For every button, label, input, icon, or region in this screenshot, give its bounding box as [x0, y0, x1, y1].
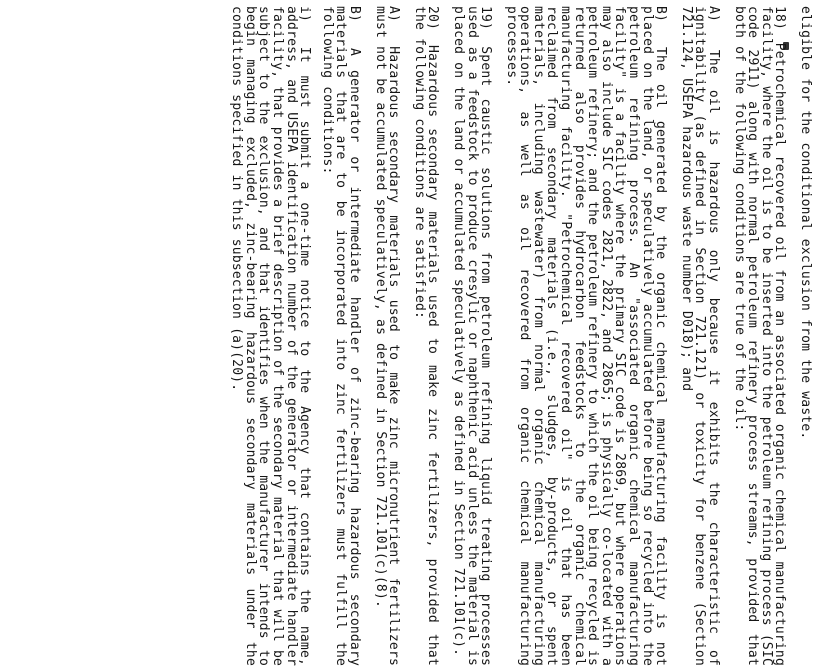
item-label: i) [297, 6, 313, 23]
item-label: 18) [772, 6, 788, 31]
item-text: The oil generated by the organic chemical manufacturing facility is not placed on the land, or speculatively accumulated before being so recycled into the petroleum refining process. An "associated organic chemical manufacturing facility" is a facility where the primary SIC code is 2869, but where operations may also include SIC codes 2821, 2822, and 2865; is physically co-located with a petroleum refinery; and the petroleum refinery to which the oil being recycled is returned also provides hydrocarbon feedstocks to the organic chemical manufacturing facility. "Petrochemical recovered oil" is oil that has been reclaimed from secondary materials (i.e., sludges, by-products, or spent materials, including wastewater) from normal organic chemical manufacturing operations, as well as oil recovered from organic chemical manufacturing processes. [503, 6, 669, 666]
item-18-b [504, 6, 667, 666]
item-text: Spent caustic solutions from petroleum refining liquid treating processes used as a feedstock to produce cresylic or naphthenic acid unless the material is placed on the land or accumulated speculatively as defined in Section 721.101(c). [450, 6, 494, 666]
item-label: A) [386, 6, 402, 23]
item-text: Hazardous secondary materials used to make zinc micronutrient fertilizers must not be accumulated speculatively, as defined in Section 721.101(c)(8). [372, 6, 402, 666]
item-text: The oil is hazardous only because it exhibits the characteristic of ignitability (as defined in Section 721.121) or toxicity for benzene (Section 721.124, USEPA hazardous waste number D018); and [678, 6, 722, 666]
item-text: Petrochemical recovered oil from an associated organic chemical manufacturing facility, where the oil is to be inserted into the petroleum refining process (SIC code 2911) along with normal petroleum refinery process streams, provided that both of the following conditions are true of the oil: [731, 6, 788, 666]
item-label: 20) [425, 6, 441, 31]
item-18-a [679, 6, 720, 666]
intro-paragraph: eligible for the conditional exclusion from the waste. [798, 6, 813, 440]
item-label: A) [706, 6, 722, 23]
item-18 [732, 6, 786, 666]
item-label: B) [346, 6, 362, 23]
rotated-document-text [230, 6, 812, 666]
item-20-b [320, 6, 361, 666]
item-text: A generator or intermediate handler of zinc-bearing hazardous secondary materials that are to be incorporated into zinc fertilizers must fulfill the following conditions: [319, 6, 362, 666]
item-label: B) [653, 6, 669, 23]
item-20-b-i [230, 6, 312, 666]
item-text: It must submit a one-time notice to the Agency that contains the name, address, and USEPA identification number of the generator or intermediate handler facility, that provides a brief description of the secondary material that will be subject to the exclusion, and that identifies when the manufacturer intends to begin managing excluded, zinc-bearing hazardous secondary materials under the conditions specified in this subsection (a)(20). [229, 6, 313, 666]
item-20-a [373, 6, 400, 666]
item-20 [412, 6, 439, 666]
item-19 [451, 6, 492, 666]
item-text: Hazardous secondary materials used to make zinc fertilizers, provided that the following conditions are satisfied: [411, 6, 441, 666]
item-label: 19) [478, 6, 494, 31]
